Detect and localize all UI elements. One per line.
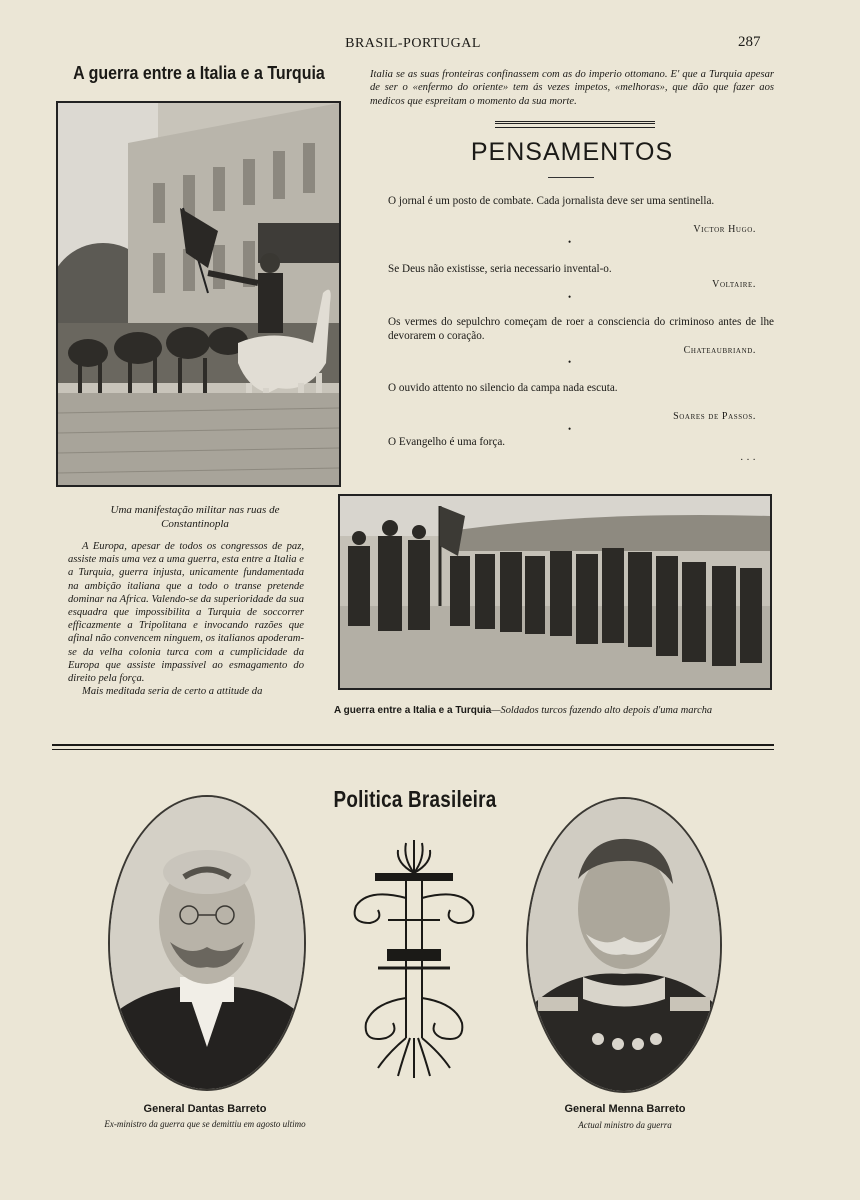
quote-author: Chateaubriand. xyxy=(683,345,756,356)
war-article-title: A guerra entre a Italia e a Turquia xyxy=(73,64,325,84)
photo2-caption xyxy=(334,705,774,716)
quote-separator: • xyxy=(568,357,572,367)
war-article-continuation: Italia se as suas fronteiras confinassem com as do imperio ottomano. E' que a Turquia apesar de ser o «enfermo do oriente» tem ás vezes impetos, «melhoras», que dão que fazer aos medicos que espreitam o momento da sua morte. xyxy=(370,69,774,107)
quote-text: O jornal é um posto de combate. Cada jornalista deve ser uma sentinella. xyxy=(388,195,715,207)
portrait-menna-barreto xyxy=(526,797,722,1093)
title-underline xyxy=(548,177,594,178)
quote-separator: • xyxy=(568,237,572,247)
turkish-soldiers-photo xyxy=(338,494,772,690)
quote-separator: • xyxy=(568,424,572,434)
section-divider xyxy=(52,744,774,746)
quote-text: O Evangelho é uma força. xyxy=(388,436,506,448)
body-paragraph: Mais meditada seria de certo a attitude da xyxy=(82,686,263,698)
section-divider-thin xyxy=(52,749,774,750)
left-portrait-name: General Dantas Barreto xyxy=(143,1103,267,1115)
body-paragraph: A Europa, apesar de todos os congressos de paz, assiste mais uma vez a uma guerra, esta entre a Italia e a Turquia, guerra injusta, unicamente fundamentada na ambição italiana que a todo o transe pretende dominar na Africa. Valendo-se da superioridade da sua esquadra que impossibilita a Turquia de soccorrer efficazmente a Tripolitana e invocando razões que afinal não convencem ninguem, os italianos apoderam-se da velha colonia turca com a cumplicidade da Europa que assiste impassivel ao esmagamento do direito pela força. xyxy=(68,541,304,685)
ornamental-rule-thin xyxy=(495,127,655,128)
running-head: BRASIL-PORTUGAL xyxy=(345,36,481,51)
quote-text: Os vermes do sepulchro começam de roer a consciencia do criminoso antes de lhe devorarem o coração. xyxy=(388,316,774,342)
quote-author: Voltaire. xyxy=(712,279,756,290)
portrait-dantas-barreto xyxy=(108,795,306,1091)
right-portrait-name: General Menna Barreto xyxy=(564,1103,686,1115)
photo2-caption-description: —Soldados turcos fazendo alto depois d'uma marcha xyxy=(491,705,713,716)
quote-author: . . . xyxy=(740,452,756,463)
left-portrait-role: Ex-ministro da guerra que se demittiu em agosto ultimo xyxy=(104,1119,306,1129)
quote-text: O ouvido attento no silencio da campa nada escuta. xyxy=(388,382,618,394)
right-portrait-role: Actual ministro da guerra xyxy=(578,1120,672,1130)
war-article-body xyxy=(68,540,304,698)
photo1-caption: Uma manifestação militar nas ruas de Constantinopla xyxy=(110,504,280,530)
quote-text: Se Deus não existisse, seria necessario invental-o. xyxy=(388,263,612,275)
quote-author: Victor Hugo. xyxy=(693,224,756,235)
quote-separator: • xyxy=(568,292,572,302)
pensamentos-title: PENSAMENTOS xyxy=(470,138,674,166)
politica-title: Politica Brasileira xyxy=(333,786,497,812)
quote-author: Soares de Passos. xyxy=(673,411,756,422)
photo2-caption-title: A guerra entre a Italia e a Turquia xyxy=(334,705,492,716)
page-number: 287 xyxy=(738,34,761,50)
decorative-ornament xyxy=(348,838,480,1080)
cavalry-parade-photo xyxy=(56,101,341,487)
